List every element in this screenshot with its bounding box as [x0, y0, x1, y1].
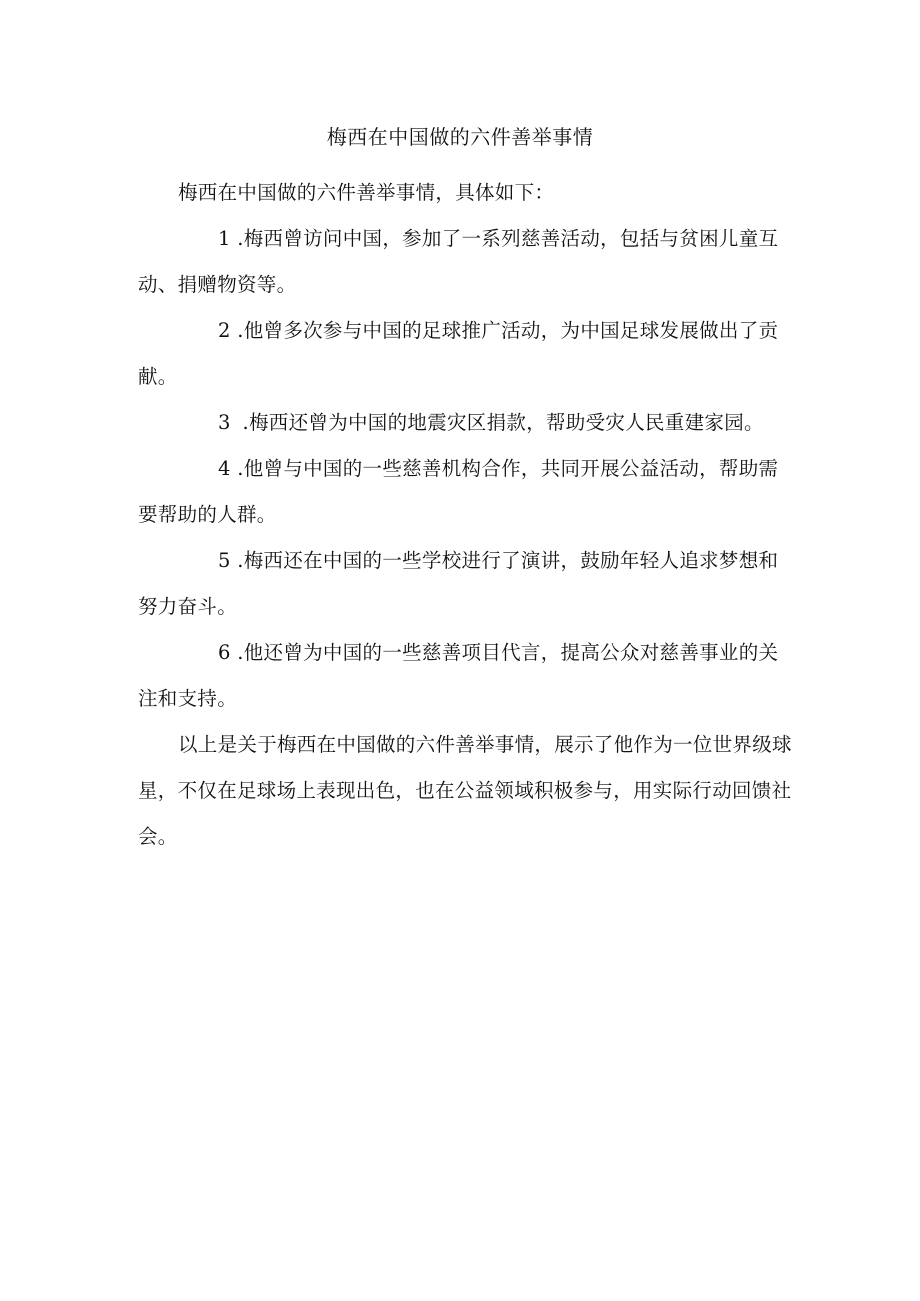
list-item — [138, 216, 798, 308]
document-body — [138, 170, 798, 860]
item-number: 6 — [218, 641, 231, 664]
item-number: 3 — [218, 411, 231, 434]
item-text: .他曾与中国的一些慈善机构合作，共同开展公益活动，帮助需要帮助的人群。 — [138, 457, 779, 526]
item-text: .他曾多次参与中国的足球推广活动，为中国足球发展做出了贡献。 — [138, 319, 779, 388]
list-item — [138, 446, 798, 538]
item-number: 1 — [218, 227, 231, 250]
item-text: .梅西曾访问中国，参加了一系列慈善活动，包括与贫困儿童互动、捐赠物资等。 — [138, 227, 779, 296]
list-item — [138, 308, 798, 400]
item-number: 2 — [218, 319, 231, 342]
list-item — [138, 400, 798, 446]
intro-paragraph: 梅西在中国做的六件善举事情，具体如下： — [178, 181, 555, 204]
item-text: .梅西还曾为中国的地震灾区捐款，帮助受灾人民重建家园。 — [242, 411, 764, 434]
item-number: 5 — [218, 549, 231, 572]
item-text: .他还曾为中国的一些慈善项目代言，提高公众对慈善事业的关注和支持。 — [138, 641, 779, 710]
list-item — [138, 630, 798, 722]
document-title: 梅西在中国做的六件善举事情 — [326, 125, 594, 149]
list-item — [138, 538, 798, 630]
item-number: 4 — [218, 457, 231, 480]
conclusion-paragraph: 以上是关于梅西在中国做的六件善举事情，展示了他作为一位世界级球星，不仅在足球场上表现出色，也在公益领域积极参与，用实际行动回馈社会。 — [138, 733, 792, 848]
item-text: .梅西还在中国的一些学校进行了演讲，鼓励年轻人追求梦想和努力奋斗。 — [138, 549, 779, 618]
